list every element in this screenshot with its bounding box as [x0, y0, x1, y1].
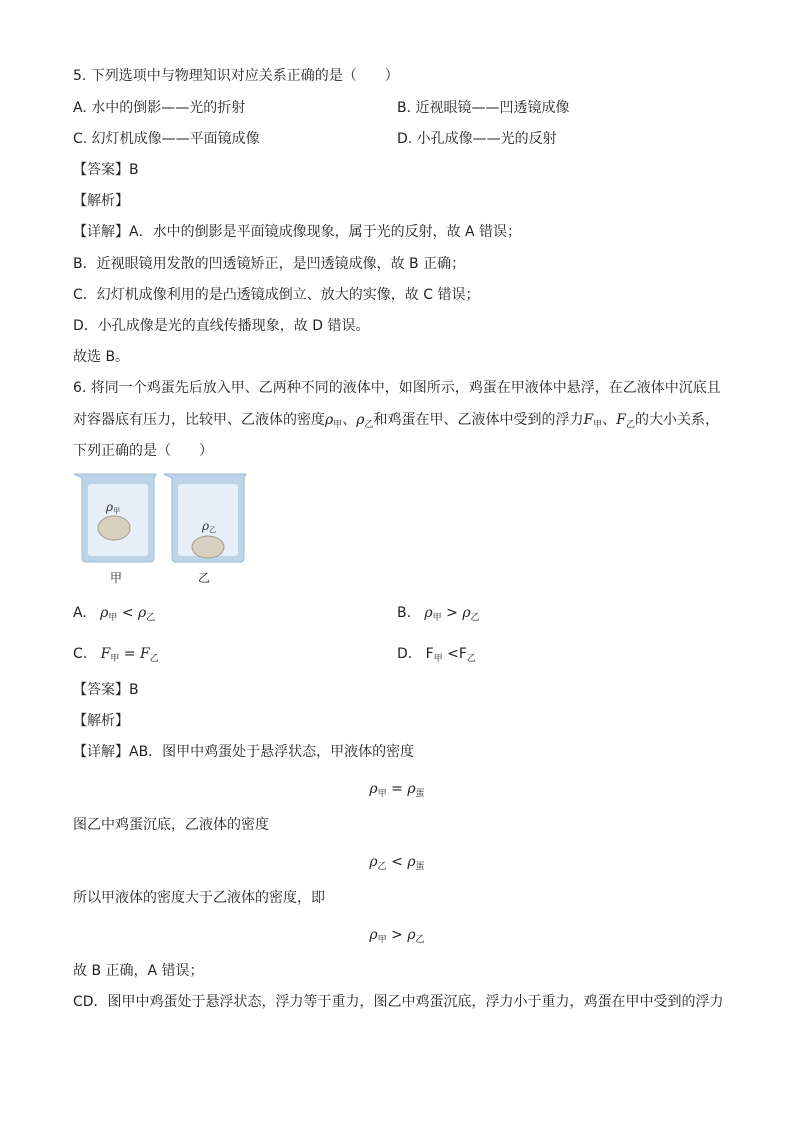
q5-option-b: B. 近视眼镜——凹透镜成像: [397, 100, 570, 116]
option-label: D.: [397, 646, 413, 662]
q6-stem-line2: [73, 410, 719, 435]
q6-detail-1: 【详解】AB．图甲中鸡蛋处于悬浮状态，甲液体的密度: [73, 744, 415, 760]
sub-yi: 乙: [364, 420, 374, 430]
sub-egg: 蛋: [415, 862, 425, 872]
q6-option-b: [397, 603, 480, 628]
sub-yi: 乙: [415, 935, 425, 945]
lt-sign: <: [447, 646, 459, 662]
q6-option-d: [397, 644, 476, 669]
beakers-figure: [70, 470, 270, 595]
q6-stem-line3: 下列正确的是（ ）: [73, 443, 213, 459]
q5-detail-b: B．近视眼镜用发散的凹透镜矫正，是凹透镜成像，故 B 正确；: [73, 256, 466, 272]
egg-icon: [98, 516, 130, 540]
lt-sign: <: [121, 605, 134, 621]
f-symbol: F: [139, 646, 150, 662]
rho-symbol: ρ: [325, 412, 334, 428]
sub-jia: 甲: [433, 654, 443, 664]
sub-jia: 甲: [108, 613, 118, 623]
rho-symbol: ρ: [138, 605, 147, 621]
q5-detail-a: 【详解】A．水中的倒影是平面镜成像现象，属于光的反射，故 A 错误；: [73, 224, 522, 240]
formula-2: [0, 852, 794, 877]
q6-answer: 【答案】B: [73, 682, 139, 698]
rho-symbol: ρ: [369, 927, 378, 943]
beaker-label-yi: 乙: [198, 571, 211, 585]
rho-symbol: ρ: [407, 781, 416, 797]
separator: 、: [342, 412, 357, 428]
rho-symbol: ρ: [356, 412, 365, 428]
q6-option-c: [73, 644, 159, 669]
sub-yi: 乙: [377, 862, 387, 872]
sub-yi: 乙: [625, 420, 635, 430]
q6-detail-4: 故 B 正确，A 错误；: [73, 963, 204, 979]
sub-yi: 乙: [146, 613, 156, 623]
egg-icon: [192, 536, 224, 558]
q6-stem-text: 的大小关系，: [634, 412, 719, 428]
q6-stem-text: 对容器底有压力，比较甲、乙液体的密度: [73, 412, 325, 428]
beaker-yi: [164, 474, 246, 562]
rho-jia-label: ρ甲: [106, 500, 121, 515]
sub-jia: 甲: [377, 935, 387, 945]
q5-analysis-title: 【解析】: [73, 193, 129, 209]
q6-detail-5: CD．图甲中鸡蛋处于悬浮状态，浮力等于重力，图乙中鸡蛋沉底，浮力小于重力，鸡蛋在甲中受到的浮力: [73, 994, 724, 1010]
formula-3: [0, 925, 794, 950]
q6-stem-line1: 6. 将同一个鸡蛋先后放入甲、乙两种不同的液体中，如图所示，鸡蛋在甲液体中悬浮，在乙液体中沉底且: [73, 380, 721, 396]
option-label: B.: [397, 605, 412, 621]
rho-symbol: ρ: [462, 605, 471, 621]
q6-detail-3: 所以甲液体的密度大于乙液体的密度，即: [73, 890, 325, 906]
beaker-label-jia: 甲: [110, 571, 123, 585]
q5-detail-c: C．幻灯机成像利用的是凸透镜成倒立、放大的实像，故 C 错误；: [73, 287, 480, 303]
q5-option-a: A. 水中的倒影——光的折射: [73, 100, 246, 116]
sub-jia: 甲: [333, 420, 343, 430]
sub-jia: 甲: [432, 613, 442, 623]
formula-1: [0, 779, 794, 804]
sub-yi: 乙: [466, 654, 476, 664]
sub-egg: 蛋: [415, 789, 425, 799]
sub-jia: 甲: [377, 789, 387, 799]
q6-detail-2: 图乙中鸡蛋沉底，乙液体的密度: [73, 817, 269, 833]
gt-sign: >: [446, 605, 458, 621]
rho-symbol: ρ: [369, 781, 378, 797]
f-symbol: F: [458, 646, 467, 662]
rho-yi-label: ρ乙: [202, 519, 217, 534]
q6-option-a: [73, 603, 155, 628]
eq-sign: =: [391, 781, 403, 797]
sub-jia: 甲: [110, 654, 120, 664]
option-label: C.: [73, 646, 88, 662]
rho-symbol: ρ: [369, 854, 378, 870]
q5-option-c: C. 幻灯机成像——平面镜成像: [73, 131, 260, 147]
sub-yi: 乙: [470, 613, 480, 623]
rho-symbol: ρ: [407, 854, 416, 870]
q5-detail-d: D．小孔成像是光的直线传播现象，故 D 错误。: [73, 318, 370, 334]
q5-option-d: D. 小孔成像——光的反射: [397, 131, 557, 147]
rho-symbol: ρ: [424, 605, 433, 621]
f-symbol: F: [583, 412, 594, 428]
sub-yi: 乙: [149, 654, 159, 664]
rho-symbol: ρ: [407, 927, 416, 943]
f-symbol: F: [100, 646, 111, 662]
f-symbol: F: [616, 412, 626, 428]
eq-sign: =: [123, 646, 136, 662]
q6-stem-text: 和鸡蛋在甲、乙液体中受到的浮力: [373, 412, 584, 428]
separator: 、: [602, 412, 617, 428]
option-label: A.: [73, 605, 87, 621]
lt-sign: <: [391, 854, 403, 870]
q5-conclusion: 故选 B。: [73, 349, 130, 365]
rho-symbol: ρ: [100, 605, 109, 621]
sub-jia: 甲: [593, 420, 603, 430]
q6-analysis-title: 【解析】: [73, 713, 129, 729]
f-symbol: F: [425, 646, 434, 662]
beaker-jia: [74, 474, 156, 562]
q5-stem: 5. 下列选项中与物理知识对应关系正确的是（ ）: [73, 68, 399, 84]
gt-sign: >: [391, 927, 403, 943]
q5-answer: 【答案】B: [73, 162, 139, 178]
